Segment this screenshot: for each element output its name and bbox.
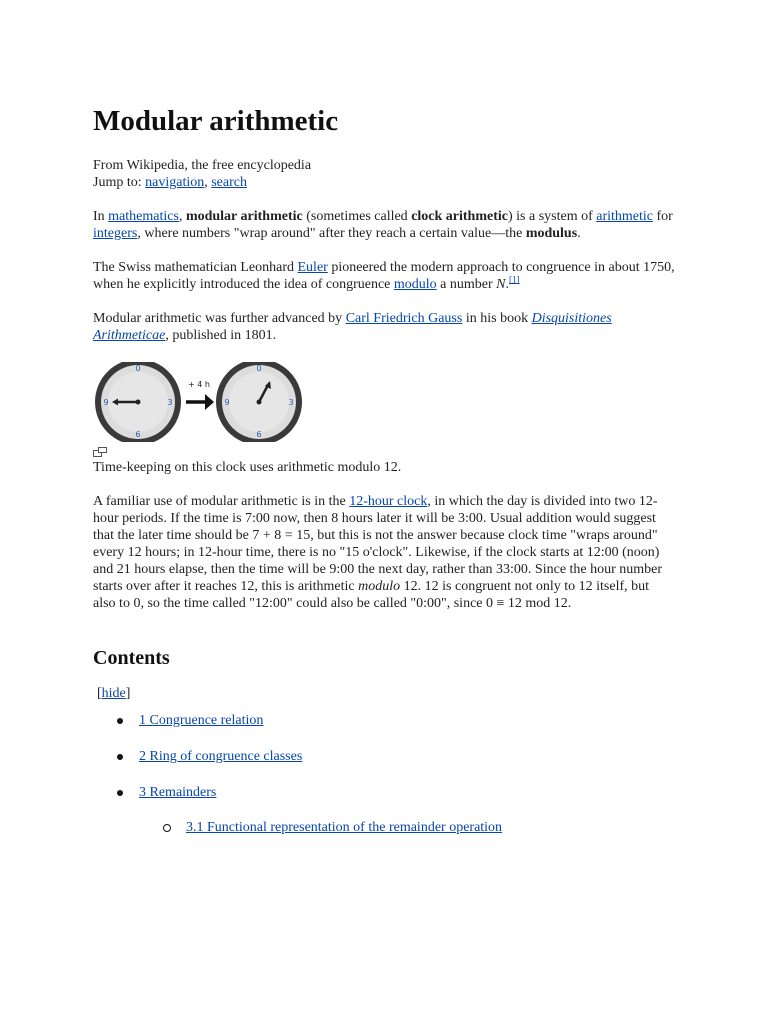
mathematics-link[interactable]: mathematics [108, 209, 179, 224]
gauss-text: , published in 1801. [165, 328, 277, 343]
toc-toggle [93, 685, 675, 702]
intro-text: , [178, 209, 186, 224]
euler-text: . [505, 277, 509, 292]
toc-link-functional-representation[interactable]: 3.1 Functional representation of the remainder operation [186, 820, 503, 835]
page-title: Modular arithmetic [93, 105, 339, 137]
euler-text: pioneered the modern approach to congruence in about 1750, when he explicitly introduced the idea of congruence [93, 260, 675, 292]
tagline: From Wikipedia, the free encyclopedia [93, 158, 312, 173]
jump-links [93, 174, 675, 191]
toc-item [93, 784, 675, 801]
right-numeral-6: 6 [256, 430, 262, 439]
right-clock [216, 362, 302, 442]
intro-text: (sometimes called [302, 209, 412, 224]
jump-separator: , [204, 175, 212, 190]
right-numeral-12: 0 [256, 364, 262, 373]
left-numeral-6: 6 [135, 430, 141, 439]
intro-text: . [577, 226, 581, 241]
intro-text: ) is a system of [507, 209, 597, 224]
euler-text: a number [436, 277, 497, 292]
toc-bracket-close: ] [125, 686, 131, 701]
disquisitiones-title: Disquisitiones Arithmeticae [93, 311, 612, 343]
term-modulo: modulo [358, 579, 401, 594]
toc-hide-link[interactable]: hide [101, 686, 126, 701]
contents-heading: Contents [93, 647, 170, 669]
term-modular-arithmetic: modular arithmetic [185, 209, 303, 224]
magnify-clip-icon[interactable] [93, 445, 675, 457]
figure-caption: Time-keeping on this clock uses arithmetic modulo 12. [93, 460, 402, 475]
familiar-paragraph [93, 493, 675, 612]
gauss-paragraph [93, 310, 675, 344]
term-clock-arithmetic: clock arithmetic [411, 209, 508, 224]
right-numeral-3: 3 [288, 398, 294, 407]
intro-text: In [93, 209, 109, 224]
toc-link-ring-of-congruence-classes[interactable]: 2 Ring of congruence classes [139, 749, 303, 764]
12-hour-clock-link[interactable]: 12-hour clock [349, 494, 428, 509]
jump-prefix: Jump to: [93, 175, 146, 190]
familiar-text: , in which the day is divided into two 12-hour periods. If the time is 7:00 now, then 8 hours later it will be 3:00. Usual addition would suggest that the later time should be 7 + 8 = 15, but this is not the answer because clock time "wraps around" every 12 hours; in 12-hour time, there is no "15 o'clock". Likewise, if the clock starts at 12:00 (noon) and 21 hours elapse, then the time will be 9:00 the next day, rather than 33:00. Since the hour number starts over after it reaches 12, this is arithmetic [93, 494, 663, 594]
intro-text: , where numbers "wrap around" after they reach a certain value—the [137, 226, 526, 241]
toc-item [93, 748, 675, 765]
integers-link[interactable]: integers [93, 226, 138, 241]
toc-link-remainders[interactable]: 3 Remainders [139, 785, 217, 800]
clock-figure[interactable] [93, 362, 675, 442]
toc-bracket-open: [ [97, 686, 102, 701]
jump-navigation-link[interactable]: navigation [145, 175, 205, 190]
euler-paragraph [93, 259, 675, 293]
left-clock [95, 362, 181, 442]
term-modulus: modulus [525, 226, 578, 241]
gauss-text: in his book [462, 311, 532, 326]
left-numeral-12: 0 [135, 364, 141, 373]
clock-diagram [93, 362, 313, 442]
gauss-link[interactable]: Carl Friedrich Gauss [345, 311, 463, 326]
modulo-link[interactable]: modulo [393, 277, 437, 292]
plus-4h-arrow [186, 380, 214, 410]
euler-link[interactable]: Euler [297, 260, 328, 275]
reference-1-link[interactable]: [1] [509, 274, 520, 285]
left-numeral-9: 9 [103, 398, 109, 407]
toc-link-congruence-relation[interactable]: 1 Congruence relation [139, 713, 264, 728]
familiar-text: 12. 12 is congruent not only to 12 itself, but also to 0, so the time called "12:00" could also be called "0:00", since 0 ≡ 12 mod 12. [93, 579, 650, 611]
plus-4h-label: + 4 h [188, 380, 210, 389]
arithmetic-link[interactable]: arithmetic [596, 209, 654, 224]
variable-n: N [496, 277, 506, 292]
toc-list [93, 712, 675, 836]
jump-search-link[interactable]: search [211, 175, 247, 190]
gauss-text: Modular arithmetic was further advanced by [93, 311, 346, 326]
right-numeral-9: 9 [224, 398, 230, 407]
familiar-text: A familiar use of modular arithmetic is in the [93, 494, 350, 509]
toc-subitem [93, 819, 675, 836]
left-numeral-3: 3 [167, 398, 173, 407]
euler-text: The Swiss mathematician Leonhard [93, 260, 298, 275]
toc-item [93, 712, 675, 729]
intro-paragraph [93, 208, 675, 242]
site-subtitle [93, 157, 675, 191]
intro-text: for [653, 209, 673, 224]
